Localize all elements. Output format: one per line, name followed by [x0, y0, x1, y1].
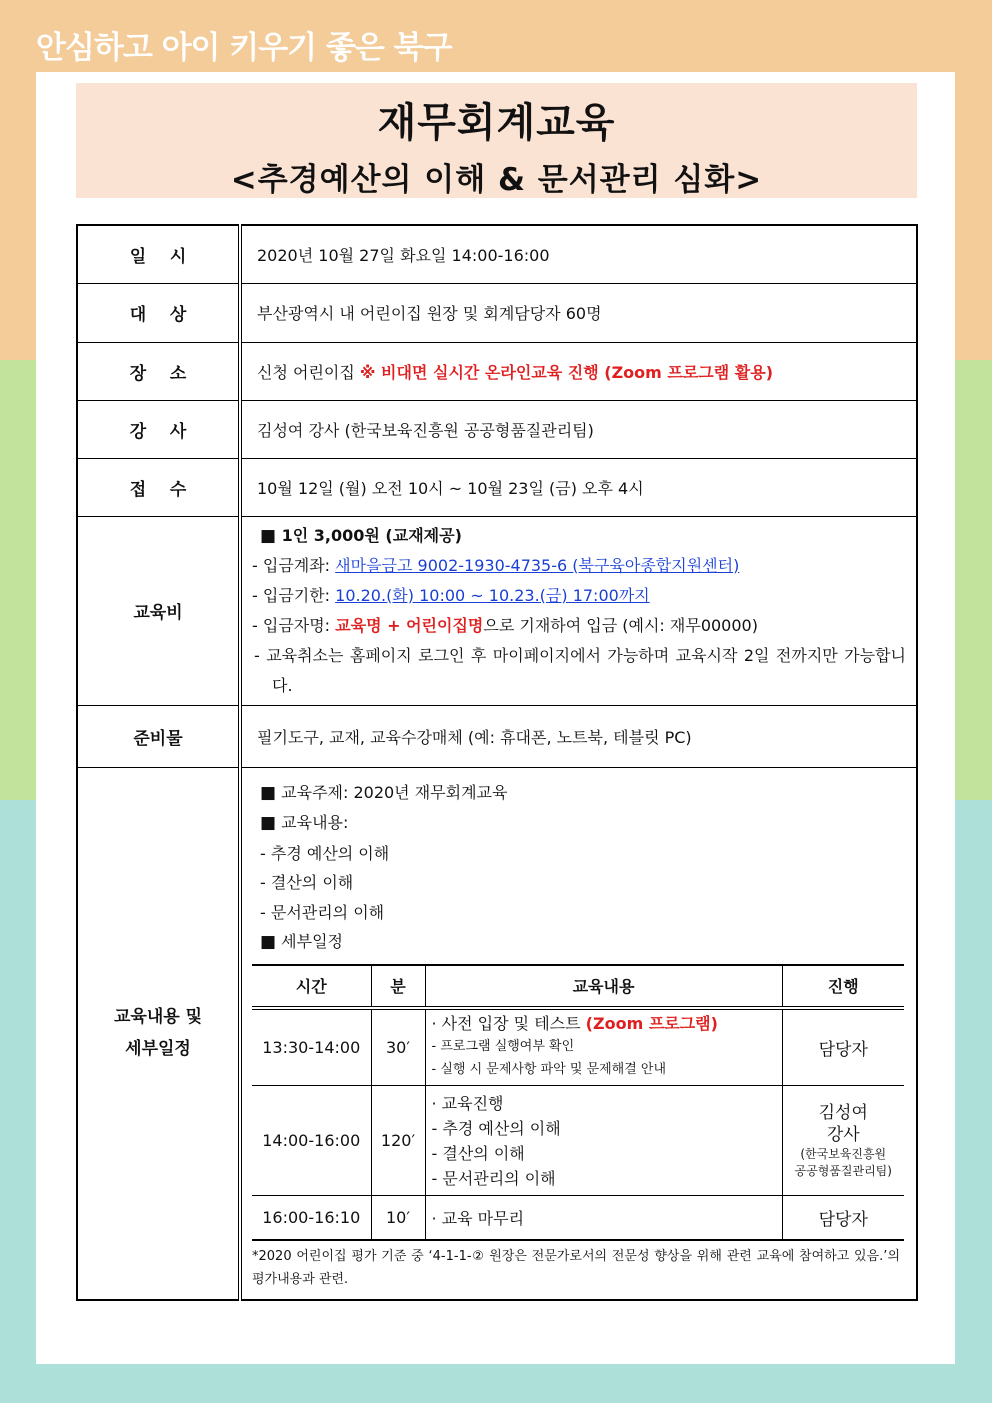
schedule-desc: · 사전 입장 및 테스트 (Zoom 프로그램) - 프로그램 실행여부 확인 - 실행 시 문제사항 파악 및 문제해결 안내 — [425, 1008, 782, 1086]
row-place — [77, 342, 917, 400]
square-bullet-icon: ■ — [260, 932, 277, 952]
schedule-minutes: 30′ — [371, 1008, 425, 1086]
header-time: 시간 — [252, 965, 371, 1008]
label-lecturer: 강 사 — [77, 400, 240, 458]
content-item: - 결산의 이해 — [260, 873, 354, 892]
schedule-row — [252, 1196, 904, 1240]
header-minutes: 분 — [371, 965, 425, 1008]
value-fee — [240, 516, 917, 705]
value-supplies: 필기도구, 교재, 교육수강매체 (예: 휴대폰, 노트북, 테블릿 PC) — [240, 705, 917, 767]
info-table — [76, 224, 918, 1301]
header-content: 교육내용 — [425, 965, 782, 1008]
schedule-header-row — [252, 965, 904, 1008]
row-date — [77, 225, 917, 283]
account-link[interactable]: 새마을금고 9002-1930-4735-6 (북구육아종합지원센터) — [335, 555, 740, 575]
label-content: 교육내용 및 세부일정 — [77, 767, 240, 1300]
fee-cancel: - 교육취소는 홈페이지 로그인 후 마이페이지에서 가능하며 교육시작 2일 전까지만 가능합니다. — [254, 645, 906, 695]
content-item: - 추경 예산의 이해 — [260, 843, 390, 863]
label-supplies: 준비물 — [77, 705, 240, 767]
value-date: 2020년 10월 27일 화요일 14:00-16:00 — [240, 225, 917, 283]
square-bullet-icon: ■ — [260, 813, 277, 833]
fee-deadline: - 입금기한: 10.20.(화) 10:00 ~ 10.23.(금) 17:00까지 — [252, 585, 650, 605]
schedule-minutes: 120′ — [371, 1086, 425, 1196]
label-fee: 교육비 — [77, 516, 240, 705]
page-subtitle: <추경예산의 이해 & 문서관리 심화> — [230, 162, 763, 198]
fee-account: - 입금계좌: 새마을금고 9002-1930-4735-6 (북구육아종합지원센터) — [252, 555, 740, 575]
evaluation-note: *2020 어린이집 평가 기준 중 ‘4-1-1-② 원장은 전문가로서의 전문성 향상을 위해 관련 교육에 참여하고 있음.’의 평가내용과 관련. — [252, 1248, 900, 1287]
row-content — [77, 767, 917, 1300]
title-box — [76, 83, 917, 198]
label-place: 장 소 — [77, 342, 240, 400]
schedule-row — [252, 1086, 904, 1196]
value-content — [240, 767, 917, 1300]
row-supplies — [77, 705, 917, 767]
label-reception: 접 수 — [77, 458, 240, 516]
schedule-instructor: 담당자 — [782, 1008, 904, 1086]
square-bullet-icon: ■ — [260, 782, 277, 803]
row-fee — [77, 516, 917, 705]
schedule-row — [252, 1008, 904, 1086]
square-bullet-icon: ■ — [260, 525, 277, 546]
content-topic: ■ 교육주제: 2020년 재무회계교육 — [260, 782, 508, 803]
schedule-time: 14:00-16:00 — [252, 1086, 371, 1196]
schedule-desc: · 교육 마무리 — [425, 1196, 782, 1240]
schedule-minutes: 10′ — [371, 1196, 425, 1240]
schedule-time: 16:00-16:10 — [252, 1196, 371, 1240]
content-item: - 문서관리의 이해 — [260, 902, 385, 922]
label-date: 일 시 — [77, 225, 240, 283]
label-target: 대 상 — [77, 283, 240, 342]
value-target: 부산광역시 내 어린이집 원장 및 회계담당자 60명 — [240, 283, 917, 342]
online-notice: ※ 비대면 실시간 온라인교육 진행 (Zoom 프로그램 활용) — [359, 362, 774, 382]
schedule-time: 13:30-14:00 — [252, 1008, 371, 1086]
content-heading: ■ 교육내용: — [260, 813, 349, 833]
value-reception: 10월 12일 (월) 오전 10시 ~ 10월 23일 (금) 오후 4시 — [240, 458, 917, 516]
brand-slogan: 안심하고 아이 키우기 좋은 북구 — [36, 30, 452, 66]
schedule-instructor: 담당자 — [782, 1196, 904, 1240]
place-text: 신청 어린이집 — [257, 362, 355, 382]
row-target — [77, 283, 917, 342]
schedule-desc: · 교육진행 - 추경 예산의 이해 - 결산의 이해 - 문서관리의 이해 — [425, 1086, 782, 1196]
schedule-heading: ■ 세부일정 — [260, 932, 343, 952]
schedule-table — [252, 964, 904, 1241]
schedule-instructor: 김성여 강사 (한국보육진흥원 공공형품질관리팀) — [782, 1086, 904, 1196]
header-instructor: 진행 — [782, 965, 904, 1008]
fee-depositor: - 입금자명: 교육명 + 어린이집명으로 기재하여 입금 (예시: 재무00000) — [252, 615, 758, 635]
value-lecturer: 김성여 강사 (한국보육진흥원 공공형품질관리팀) — [240, 400, 917, 458]
page-title: 재무회계교육 — [377, 100, 616, 146]
row-reception — [77, 458, 917, 516]
fee-headline: ■ 1인 3,000원 (교재제공) — [260, 525, 462, 546]
row-lecturer — [77, 400, 917, 458]
deadline-link[interactable]: 10.20.(화) 10:00 ~ 10.23.(금) 17:00까지 — [335, 585, 650, 605]
value-place — [240, 342, 917, 400]
